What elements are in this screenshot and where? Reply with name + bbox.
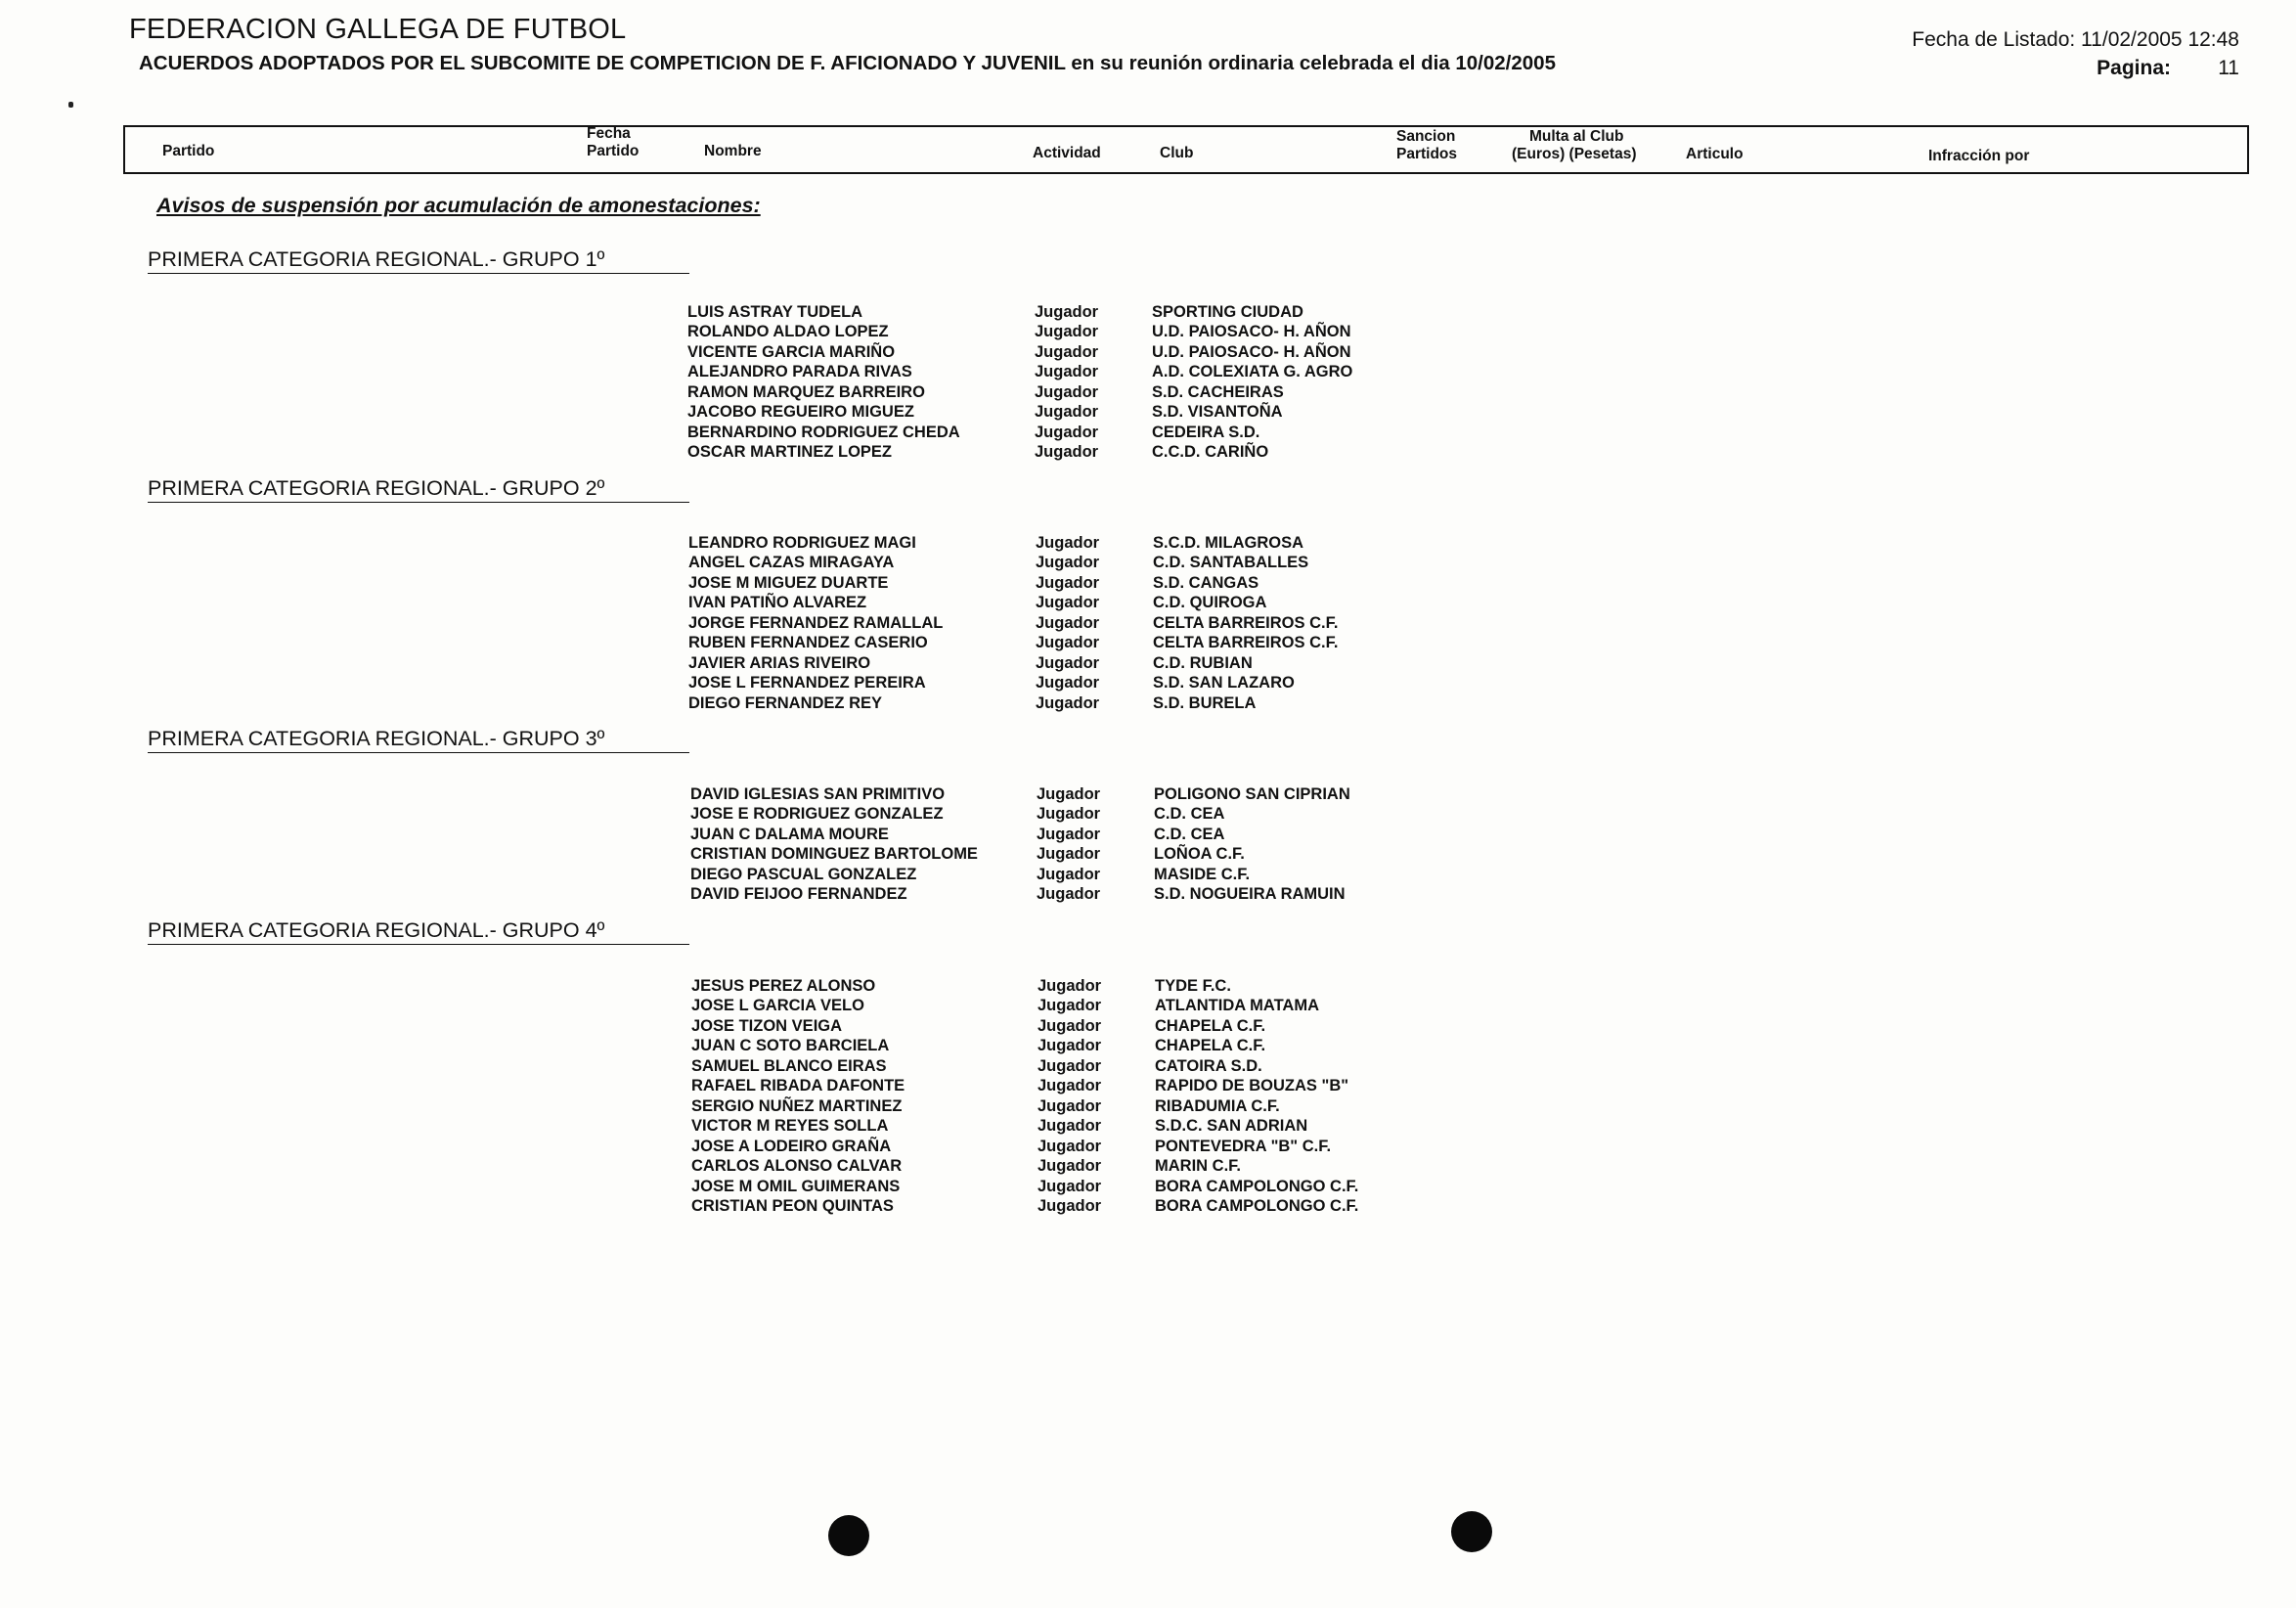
listing-date: Fecha de Listado: 11/02/2005 12:48	[1912, 28, 2239, 51]
cell-club: MASIDE C.F.	[1154, 866, 1251, 883]
cell-club: U.D. PAIOSACO- H. AÑON	[1152, 323, 1351, 340]
cell-actividad: Jugador	[1036, 554, 1100, 571]
cell-actividad: Jugador	[1035, 383, 1099, 401]
col-actividad: Actividad	[1033, 145, 1101, 161]
cell-club: CEDEIRA S.D.	[1152, 424, 1260, 441]
cell-actividad: Jugador	[1038, 1097, 1102, 1115]
document-subtitle: ACUERDOS ADOPTADOS POR EL SUBCOMITE DE COMPETICION DE F. AFICIONADO Y JUVENIL en su reunión ordinaria celebrada el dia 10/02/2005	[139, 52, 1556, 74]
cell-actividad: Jugador	[1036, 614, 1100, 632]
cell-nombre: JOSE M MIGUEZ DUARTE	[688, 574, 889, 592]
cell-actividad: Jugador	[1038, 1117, 1102, 1135]
cell-actividad: Jugador	[1036, 674, 1100, 692]
cell-actividad: Jugador	[1038, 1178, 1102, 1195]
cell-actividad: Jugador	[1038, 1077, 1102, 1094]
cell-nombre: IVAN PATIÑO ALVAREZ	[688, 594, 867, 611]
cell-nombre: DAVID IGLESIAS SAN PRIMITIVO	[690, 785, 946, 803]
cell-club: C.D. SANTABALLES	[1153, 554, 1309, 571]
group-title: PRIMERA CATEGORIA REGIONAL.- GRUPO 4º	[148, 918, 689, 945]
cell-club: PONTEVEDRA "B" C.F.	[1155, 1138, 1332, 1155]
listing-info	[1912, 25, 2239, 82]
cell-actividad: Jugador	[1038, 1017, 1102, 1035]
cell-nombre: VICTOR M REYES SOLLA	[691, 1117, 889, 1135]
cell-actividad: Jugador	[1038, 1138, 1102, 1155]
cell-actividad: Jugador	[1036, 574, 1100, 592]
group-title: PRIMERA CATEGORIA REGIONAL.- GRUPO 3º	[148, 727, 689, 753]
cell-club: S.D. CACHEIRAS	[1152, 383, 1284, 401]
cell-nombre: ANGEL CAZAS MIRAGAYA	[688, 554, 895, 571]
cell-actividad: Jugador	[1038, 997, 1102, 1014]
col-sancion-partidos: Partidos	[1396, 146, 1458, 162]
cell-club: C.D. QUIROGA	[1153, 594, 1267, 611]
cell-club: MARIN C.F.	[1155, 1157, 1241, 1175]
cell-nombre: LEANDRO RODRIGUEZ MAGI	[688, 534, 916, 552]
cell-club: RAPIDO DE BOUZAS "B"	[1155, 1077, 1349, 1094]
cell-club: CELTA BARREIROS C.F.	[1153, 614, 1339, 632]
col-sancion: Sancion	[1396, 128, 1456, 145]
cell-club: S.D. SAN LAZARO	[1153, 674, 1295, 692]
cell-nombre: ALEJANDRO PARADA RIVAS	[687, 363, 912, 380]
cell-club: S.D. CANGAS	[1153, 574, 1259, 592]
cell-actividad: Jugador	[1038, 1157, 1102, 1175]
cell-actividad: Jugador	[1036, 634, 1100, 651]
col-club: Club	[1160, 145, 1194, 161]
cell-club: BORA CAMPOLONGO C.F.	[1155, 1197, 1359, 1215]
cell-nombre: RAFAEL RIBADA DAFONTE	[691, 1077, 905, 1094]
cell-club: A.D. COLEXIATA G. AGRO	[1152, 363, 1353, 380]
cell-nombre: DIEGO PASCUAL GONZALEZ	[690, 866, 917, 883]
cell-club: C.D. RUBIAN	[1153, 654, 1253, 672]
col-partido: Partido	[162, 143, 215, 159]
page-label: Pagina:	[2097, 57, 2171, 79]
cell-actividad: Jugador	[1037, 866, 1101, 883]
cell-actividad: Jugador	[1036, 694, 1100, 712]
cell-actividad: Jugador	[1035, 403, 1099, 421]
cell-nombre: DIEGO FERNANDEZ REY	[688, 694, 883, 712]
cell-actividad: Jugador	[1035, 443, 1099, 461]
col-fecha: Fecha	[587, 125, 631, 142]
cell-nombre: LUIS ASTRAY TUDELA	[687, 303, 863, 321]
cell-nombre: VICENTE GARCIA MARIÑO	[687, 343, 896, 361]
cell-club: POLIGONO SAN CIPRIAN	[1154, 785, 1350, 803]
cell-club: S.C.D. MILAGROSA	[1153, 534, 1304, 552]
scan-speck	[68, 102, 73, 108]
cell-club: SPORTING CIUDAD	[1152, 303, 1303, 321]
cell-nombre: SAMUEL BLANCO EIRAS	[691, 1057, 887, 1075]
punch-hole	[828, 1515, 869, 1556]
document-title: FEDERACION GALLEGA DE FUTBOL	[129, 14, 627, 45]
cell-nombre: JOSE M OMIL GUIMERANS	[691, 1178, 901, 1195]
cell-club: C.D. CEA	[1154, 805, 1225, 823]
cell-nombre: RAMON MARQUEZ BARREIRO	[687, 383, 925, 401]
cell-actividad: Jugador	[1037, 785, 1101, 803]
cell-nombre: JOSE L GARCIA VELO	[691, 997, 864, 1014]
cell-nombre: SERGIO NUÑEZ MARTINEZ	[691, 1097, 903, 1115]
col-articulo: Articulo	[1686, 146, 1744, 162]
cell-actividad: Jugador	[1035, 343, 1099, 361]
cell-nombre: JUAN C DALAMA MOURE	[690, 826, 889, 843]
cell-club: TYDE F.C.	[1155, 977, 1231, 995]
cell-nombre: JAVIER ARIAS RIVEIRO	[688, 654, 871, 672]
cell-club: S.D.C. SAN ADRIAN	[1155, 1117, 1308, 1135]
cell-actividad: Jugador	[1036, 594, 1100, 611]
cell-nombre: JOSE A LODEIRO GRAÑA	[691, 1138, 892, 1155]
cell-nombre: RUBEN FERNANDEZ CASERIO	[688, 634, 928, 651]
cell-actividad: Jugador	[1035, 323, 1099, 340]
cell-actividad: Jugador	[1038, 1037, 1102, 1054]
page-indicator	[1912, 54, 2239, 82]
col-fecha-partido: Partido	[587, 143, 640, 159]
page-number: 11	[2218, 57, 2239, 79]
cell-club: CATOIRA S.D.	[1155, 1057, 1262, 1075]
group-title: PRIMERA CATEGORIA REGIONAL.- GRUPO 1º	[148, 247, 689, 274]
cell-nombre: OSCAR MARTINEZ LOPEZ	[687, 443, 892, 461]
cell-actividad: Jugador	[1037, 805, 1101, 823]
cell-actividad: Jugador	[1037, 845, 1101, 863]
cell-nombre: DAVID FEIJOO FERNANDEZ	[690, 885, 907, 903]
cell-nombre: CARLOS ALONSO CALVAR	[691, 1157, 903, 1175]
cell-nombre: CRISTIAN PEON QUINTAS	[691, 1197, 894, 1215]
cell-actividad: Jugador	[1035, 303, 1099, 321]
cell-club: S.D. NOGUEIRA RAMUIN	[1154, 885, 1346, 903]
col-infraccion: Infracción por	[1928, 148, 2030, 164]
cell-club: ATLANTIDA MATAMA	[1155, 997, 1320, 1014]
cell-actividad: Jugador	[1038, 1057, 1102, 1075]
cell-actividad: Jugador	[1038, 1197, 1102, 1215]
cell-club: CHAPELA C.F.	[1155, 1037, 1266, 1054]
cell-club: CELTA BARREIROS C.F.	[1153, 634, 1339, 651]
cell-nombre: JOSE L FERNANDEZ PEREIRA	[688, 674, 926, 692]
col-multa: Multa al Club	[1529, 128, 1624, 145]
punch-hole	[1451, 1511, 1492, 1552]
column-header-box	[123, 125, 2249, 174]
cell-nombre: JACOBO REGUEIRO MIGUEZ	[687, 403, 914, 421]
cell-club: BORA CAMPOLONGO C.F.	[1155, 1178, 1359, 1195]
cell-club: C.D. CEA	[1154, 826, 1225, 843]
cell-actividad: Jugador	[1036, 534, 1100, 552]
section-title: Avisos de suspensión por acumulación de amonestaciones:	[156, 194, 761, 217]
cell-actividad: Jugador	[1038, 977, 1102, 995]
cell-club: CHAPELA C.F.	[1155, 1017, 1266, 1035]
cell-club: LOÑOA C.F.	[1154, 845, 1245, 863]
cell-club: S.D. BURELA	[1153, 694, 1257, 712]
cell-nombre: JUAN C SOTO BARCIELA	[691, 1037, 890, 1054]
cell-nombre: ROLANDO ALDAO LOPEZ	[687, 323, 889, 340]
col-multa-units: (Euros) (Pesetas)	[1512, 146, 1637, 162]
cell-nombre: JESUS PEREZ ALONSO	[691, 977, 876, 995]
cell-nombre: JOSE E RODRIGUEZ GONZALEZ	[690, 805, 944, 823]
cell-club: RIBADUMIA C.F.	[1155, 1097, 1280, 1115]
cell-nombre: JORGE FERNANDEZ RAMALLAL	[688, 614, 944, 632]
cell-actividad: Jugador	[1037, 826, 1101, 843]
cell-nombre: CRISTIAN DOMINGUEZ BARTOLOME	[690, 845, 978, 863]
cell-club: C.C.D. CARIÑO	[1152, 443, 1269, 461]
cell-actividad: Jugador	[1035, 363, 1099, 380]
cell-nombre: BERNARDINO RODRIGUEZ CHEDA	[687, 424, 960, 441]
col-nombre: Nombre	[704, 143, 762, 159]
cell-actividad: Jugador	[1037, 885, 1101, 903]
cell-club: S.D. VISANTOÑA	[1152, 403, 1283, 421]
cell-actividad: Jugador	[1035, 424, 1099, 441]
cell-actividad: Jugador	[1036, 654, 1100, 672]
group-title: PRIMERA CATEGORIA REGIONAL.- GRUPO 2º	[148, 476, 689, 503]
cell-club: U.D. PAIOSACO- H. AÑON	[1152, 343, 1351, 361]
cell-nombre: JOSE TIZON VEIGA	[691, 1017, 843, 1035]
